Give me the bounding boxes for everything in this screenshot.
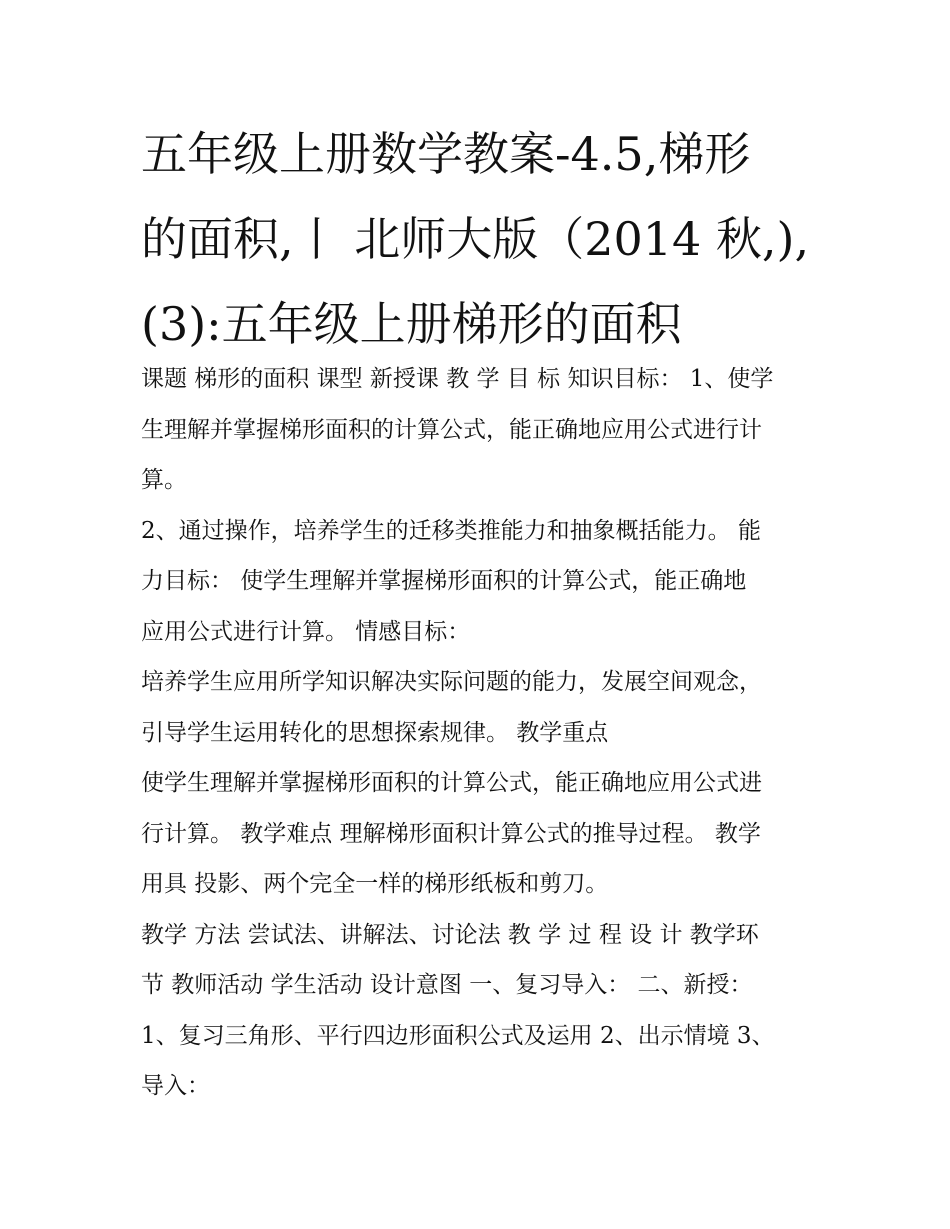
body-line: 应用公式进行计算。 情感目标：: [141, 618, 471, 645]
body-line: 课题 梯形的面积 课型 新授课 教 学 目 标 知识目标： 1、使学: [141, 366, 774, 392]
title-line-2: 的面积,丨 北师大版（2014 秋,),: [141, 212, 810, 266]
body-line: 引导学生运用转化的思想探索规律。 教学重点: [141, 719, 609, 746]
body-line: 行计算。 教学难点 理解梯形面积计算公式的推导过程。 教学: [141, 820, 761, 847]
body-line: 导入：: [141, 1073, 210, 1099]
body-line: 算。: [141, 467, 187, 493]
body-line: 节 教师活动 学生活动 设计意图 一、复习导入： 二、新授：: [141, 972, 753, 998]
body-line: 使学生理解并掌握梯形面积的计算公式，能正确地应用公式进: [141, 770, 762, 796]
body-line: 用具 投影、两个完全一样的梯形纸板和剪刀。: [141, 871, 609, 897]
body-line: 2、通过操作，培养学生的迁移类推能力和抽象概括能力。 能: [141, 517, 761, 544]
title-line-1: 五年级上册数学教案-4.5,梯形: [141, 127, 751, 181]
body-line: 力目标： 使学生理解并掌握梯形面积的计算公式，能正确地: [141, 568, 747, 594]
body-line: 生理解并掌握梯形面积的计算公式，能正确地应用公式进行计: [141, 416, 762, 443]
body-line: 培养学生应用所学知识解决实际问题的能力，发展空间观念，: [141, 669, 762, 695]
document-body: [141, 354, 831, 1112]
body-line: 教学 方法 尝试法、讲解法、讨论法 教 学 过 程 设 计 教学环: [141, 921, 759, 948]
document-title: [141, 112, 821, 367]
body-line: 1、复习三角形、平行四边形面积公式及运用 2、出示情境 3、: [141, 1022, 775, 1049]
title-line-3: (3):五年级上册梯形的面积: [141, 297, 682, 351]
